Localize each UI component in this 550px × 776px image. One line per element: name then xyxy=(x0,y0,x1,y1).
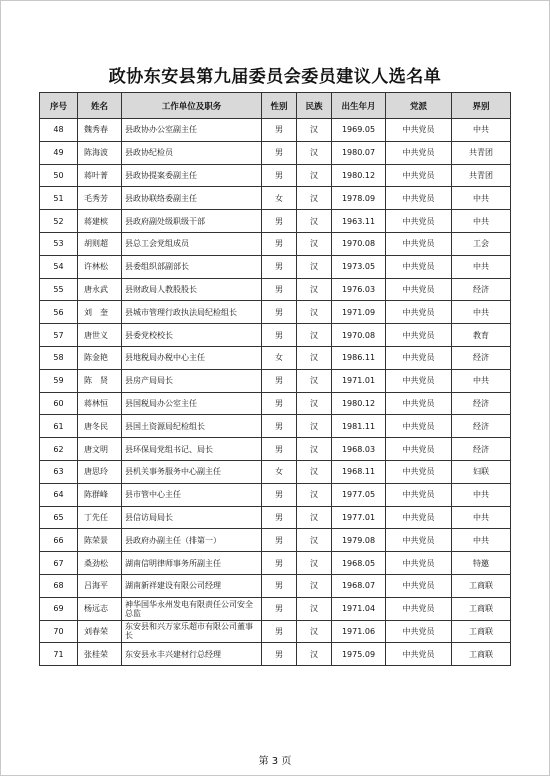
cell-birth: 1980.12 xyxy=(332,392,386,415)
cell-party: 中共党员 xyxy=(386,346,452,369)
cell-ethnicity: 汉 xyxy=(297,438,332,461)
cell-party: 中共党员 xyxy=(386,415,452,438)
cell-name: 吕海平 xyxy=(78,574,122,597)
table-row xyxy=(40,210,511,233)
cell-birth: 1970.08 xyxy=(332,232,386,255)
cell-name: 桑劲松 xyxy=(78,552,122,575)
cell-birth: 1981.11 xyxy=(332,415,386,438)
cell-gender: 男 xyxy=(262,529,297,552)
cell-party: 中共党员 xyxy=(386,301,452,324)
cell-work-unit: 县国土资源局纪检组长 xyxy=(122,415,262,438)
cell-work-unit: 县政府办副主任（排第一） xyxy=(122,529,262,552)
cell-sector: 工商联 xyxy=(452,620,511,643)
cell-name: 唐冬民 xyxy=(78,415,122,438)
cell-birth: 1975.09 xyxy=(332,643,386,666)
cell-sector: 经济 xyxy=(452,415,511,438)
cell-number: 52 xyxy=(40,210,78,233)
table-row xyxy=(40,438,511,461)
cell-number: 56 xyxy=(40,301,78,324)
cell-ethnicity: 汉 xyxy=(297,301,332,324)
cell-number: 55 xyxy=(40,278,78,301)
cell-ethnicity: 汉 xyxy=(297,620,332,643)
cell-name: 杨远志 xyxy=(78,597,122,620)
table-row xyxy=(40,301,511,324)
cell-ethnicity: 汉 xyxy=(297,141,332,164)
cell-gender: 男 xyxy=(262,597,297,620)
cell-gender: 男 xyxy=(262,141,297,164)
cell-work-unit: 县市管中心主任 xyxy=(122,483,262,506)
cell-party: 中共党员 xyxy=(386,232,452,255)
table-row xyxy=(40,574,511,597)
cell-gender: 男 xyxy=(262,255,297,278)
cell-name: 唐文明 xyxy=(78,438,122,461)
table-header-row xyxy=(40,93,511,119)
cell-gender: 男 xyxy=(262,483,297,506)
cell-number: 51 xyxy=(40,187,78,210)
cell-work-unit: 县房产局局长 xyxy=(122,369,262,392)
cell-birth: 1978.09 xyxy=(332,187,386,210)
table-row xyxy=(40,278,511,301)
cell-name: 刘 奎 xyxy=(78,301,122,324)
cell-birth: 1970.08 xyxy=(332,324,386,347)
table-row xyxy=(40,119,511,142)
cell-number: 71 xyxy=(40,643,78,666)
col-header-party: 党派 xyxy=(386,93,452,119)
cell-gender: 男 xyxy=(262,324,297,347)
cell-gender: 男 xyxy=(262,643,297,666)
cell-ethnicity: 汉 xyxy=(297,483,332,506)
cell-ethnicity: 汉 xyxy=(297,597,332,620)
cell-number: 49 xyxy=(40,141,78,164)
cell-sector: 教育 xyxy=(452,324,511,347)
cell-name: 陈群峰 xyxy=(78,483,122,506)
cell-party: 中共党员 xyxy=(386,597,452,620)
table-row xyxy=(40,506,511,529)
cell-name: 丁先任 xyxy=(78,506,122,529)
cell-sector: 共青团 xyxy=(452,164,511,187)
cell-sector: 共青团 xyxy=(452,141,511,164)
cell-gender: 男 xyxy=(262,119,297,142)
table-row xyxy=(40,552,511,575)
cell-work-unit: 东安县和兴万家乐超市有限公司董事长 xyxy=(122,620,262,643)
cell-name: 唐永武 xyxy=(78,278,122,301)
cell-party: 中共党员 xyxy=(386,141,452,164)
cell-party: 中共党员 xyxy=(386,620,452,643)
cell-number: 58 xyxy=(40,346,78,369)
cell-work-unit: 神华国华永州发电有限责任公司安全总监 xyxy=(122,597,262,620)
table-row xyxy=(40,392,511,415)
cell-ethnicity: 汉 xyxy=(297,324,332,347)
cell-party: 中共党员 xyxy=(386,210,452,233)
table-row xyxy=(40,369,511,392)
cell-work-unit: 湖南新祥建设有限公司经理 xyxy=(122,574,262,597)
table-row xyxy=(40,324,511,347)
cell-gender: 男 xyxy=(262,232,297,255)
cell-party: 中共党员 xyxy=(386,552,452,575)
cell-birth: 1968.07 xyxy=(332,574,386,597)
cell-number: 64 xyxy=(40,483,78,506)
cell-gender: 男 xyxy=(262,369,297,392)
col-header-sector: 界别 xyxy=(452,93,511,119)
cell-birth: 1980.12 xyxy=(332,164,386,187)
cell-number: 63 xyxy=(40,460,78,483)
cell-birth: 1986.11 xyxy=(332,346,386,369)
cell-birth: 1968.11 xyxy=(332,460,386,483)
cell-party: 中共党员 xyxy=(386,187,452,210)
cell-number: 70 xyxy=(40,620,78,643)
cell-gender: 男 xyxy=(262,392,297,415)
cell-ethnicity: 汉 xyxy=(297,346,332,369)
cell-name: 陈荣景 xyxy=(78,529,122,552)
cell-work-unit: 县政协联络委副主任 xyxy=(122,187,262,210)
cell-party: 中共党员 xyxy=(386,255,452,278)
cell-name: 蒋建槟 xyxy=(78,210,122,233)
table-row xyxy=(40,164,511,187)
cell-name: 魏秀春 xyxy=(78,119,122,142)
cell-work-unit: 县政协提案委副主任 xyxy=(122,164,262,187)
cell-name: 唐思玲 xyxy=(78,460,122,483)
table-row xyxy=(40,643,511,666)
cell-number: 62 xyxy=(40,438,78,461)
cell-gender: 男 xyxy=(262,552,297,575)
cell-sector: 工会 xyxy=(452,232,511,255)
cell-number: 68 xyxy=(40,574,78,597)
cell-number: 53 xyxy=(40,232,78,255)
cell-name: 蒋叶菁 xyxy=(78,164,122,187)
cell-ethnicity: 汉 xyxy=(297,369,332,392)
cell-birth: 1979.08 xyxy=(332,529,386,552)
cell-name: 蒋林恒 xyxy=(78,392,122,415)
cell-sector: 中共 xyxy=(452,119,511,142)
cell-ethnicity: 汉 xyxy=(297,278,332,301)
cell-party: 中共党员 xyxy=(386,574,452,597)
table-row xyxy=(40,460,511,483)
cell-birth: 1971.06 xyxy=(332,620,386,643)
cell-gender: 男 xyxy=(262,438,297,461)
cell-work-unit: 县财政局人教股股长 xyxy=(122,278,262,301)
cell-gender: 男 xyxy=(262,415,297,438)
table-row xyxy=(40,141,511,164)
cell-birth: 1963.11 xyxy=(332,210,386,233)
cell-ethnicity: 汉 xyxy=(297,164,332,187)
cell-name: 毛秀芳 xyxy=(78,187,122,210)
cell-name: 陈 贤 xyxy=(78,369,122,392)
cell-work-unit: 县政协办公室副主任 xyxy=(122,119,262,142)
cell-number: 67 xyxy=(40,552,78,575)
cell-work-unit: 县地税局办税中心主任 xyxy=(122,346,262,369)
cell-gender: 男 xyxy=(262,620,297,643)
cell-sector: 中共 xyxy=(452,369,511,392)
cell-work-unit: 县机关事务服务中心副主任 xyxy=(122,460,262,483)
cell-ethnicity: 汉 xyxy=(297,460,332,483)
cell-party: 中共党员 xyxy=(386,369,452,392)
cell-name: 胡则超 xyxy=(78,232,122,255)
cell-gender: 男 xyxy=(262,278,297,301)
cell-sector: 工商联 xyxy=(452,597,511,620)
cell-number: 59 xyxy=(40,369,78,392)
cell-number: 65 xyxy=(40,506,78,529)
cell-ethnicity: 汉 xyxy=(297,210,332,233)
cell-party: 中共党员 xyxy=(386,460,452,483)
cell-name: 陈海波 xyxy=(78,141,122,164)
cell-ethnicity: 汉 xyxy=(297,643,332,666)
cell-sector: 中共 xyxy=(452,483,511,506)
cell-number: 54 xyxy=(40,255,78,278)
cell-birth: 1971.09 xyxy=(332,301,386,324)
cell-name: 许林松 xyxy=(78,255,122,278)
cell-gender: 女 xyxy=(262,346,297,369)
cell-ethnicity: 汉 xyxy=(297,506,332,529)
cell-sector: 工商联 xyxy=(452,643,511,666)
cell-work-unit: 县国税局办公室主任 xyxy=(122,392,262,415)
cell-birth: 1976.03 xyxy=(332,278,386,301)
cell-birth: 1980.07 xyxy=(332,141,386,164)
cell-work-unit: 县政府副处级职级干部 xyxy=(122,210,262,233)
cell-birth: 1969.05 xyxy=(332,119,386,142)
cell-sector: 中共 xyxy=(452,301,511,324)
cell-birth: 1977.01 xyxy=(332,506,386,529)
cell-birth: 1968.05 xyxy=(332,552,386,575)
table-row xyxy=(40,415,511,438)
cell-number: 66 xyxy=(40,529,78,552)
cell-birth: 1977.05 xyxy=(332,483,386,506)
cell-gender: 男 xyxy=(262,301,297,324)
cell-name: 唐世义 xyxy=(78,324,122,347)
cell-party: 中共党员 xyxy=(386,483,452,506)
cell-work-unit: 县委党校校长 xyxy=(122,324,262,347)
table-row xyxy=(40,187,511,210)
cell-sector: 妇联 xyxy=(452,460,511,483)
cell-work-unit: 县城市管理行政执法局纪检组长 xyxy=(122,301,262,324)
cell-ethnicity: 汉 xyxy=(297,187,332,210)
cell-party: 中共党员 xyxy=(386,278,452,301)
col-header-gender: 性别 xyxy=(262,93,297,119)
cell-ethnicity: 汉 xyxy=(297,255,332,278)
cell-work-unit: 县政协纪检员 xyxy=(122,141,262,164)
cell-sector: 经济 xyxy=(452,438,511,461)
nominee-table xyxy=(39,92,511,666)
cell-sector: 中共 xyxy=(452,506,511,529)
cell-party: 中共党员 xyxy=(386,324,452,347)
cell-birth: 1973.05 xyxy=(332,255,386,278)
cell-work-unit: 东安县永丰兴建材行总经理 xyxy=(122,643,262,666)
cell-sector: 经济 xyxy=(452,346,511,369)
cell-party: 中共党员 xyxy=(386,643,452,666)
cell-work-unit: 县委组织部副部长 xyxy=(122,255,262,278)
cell-number: 60 xyxy=(40,392,78,415)
col-header-work-unit: 工作单位及职务 xyxy=(122,93,262,119)
cell-name: 刘春荣 xyxy=(78,620,122,643)
cell-gender: 男 xyxy=(262,210,297,233)
cell-ethnicity: 汉 xyxy=(297,119,332,142)
cell-gender: 女 xyxy=(262,187,297,210)
cell-ethnicity: 汉 xyxy=(297,415,332,438)
table-row xyxy=(40,620,511,643)
col-header-birth: 出生年月 xyxy=(332,93,386,119)
table-row xyxy=(40,597,511,620)
cell-work-unit: 湖南信明律师事务所副主任 xyxy=(122,552,262,575)
cell-number: 48 xyxy=(40,119,78,142)
table-row xyxy=(40,232,511,255)
table-row xyxy=(40,483,511,506)
cell-birth: 1971.01 xyxy=(332,369,386,392)
cell-gender: 女 xyxy=(262,460,297,483)
document-title: 政协东安县第九届委员会委员建议人选名单 xyxy=(108,67,442,87)
cell-work-unit: 县总工会党组成员 xyxy=(122,232,262,255)
cell-ethnicity: 汉 xyxy=(297,392,332,415)
col-header-number: 序号 xyxy=(40,93,78,119)
cell-ethnicity: 汉 xyxy=(297,529,332,552)
cell-name: 陈金艳 xyxy=(78,346,122,369)
cell-work-unit: 县环保局党组书记、局长 xyxy=(122,438,262,461)
table-row xyxy=(40,255,511,278)
cell-party: 中共党员 xyxy=(386,119,452,142)
cell-party: 中共党员 xyxy=(386,438,452,461)
col-header-ethnicity: 民族 xyxy=(297,93,332,119)
cell-sector: 经济 xyxy=(452,278,511,301)
cell-work-unit: 县信访局局长 xyxy=(122,506,262,529)
table-row xyxy=(40,529,511,552)
cell-ethnicity: 汉 xyxy=(297,574,332,597)
cell-sector: 中共 xyxy=(452,255,511,278)
cell-sector: 工商联 xyxy=(452,574,511,597)
col-header-name: 姓名 xyxy=(78,93,122,119)
page-number: 第 3 页 xyxy=(258,756,292,767)
cell-party: 中共党员 xyxy=(386,164,452,187)
cell-ethnicity: 汉 xyxy=(297,232,332,255)
cell-sector: 特邀 xyxy=(452,552,511,575)
table-row xyxy=(40,346,511,369)
cell-birth: 1971.04 xyxy=(332,597,386,620)
cell-name: 张桂荣 xyxy=(78,643,122,666)
cell-gender: 男 xyxy=(262,164,297,187)
cell-sector: 中共 xyxy=(452,210,511,233)
cell-sector: 中共 xyxy=(452,529,511,552)
cell-party: 中共党员 xyxy=(386,392,452,415)
cell-sector: 中共 xyxy=(452,187,511,210)
cell-number: 50 xyxy=(40,164,78,187)
cell-ethnicity: 汉 xyxy=(297,552,332,575)
cell-gender: 男 xyxy=(262,506,297,529)
cell-sector: 经济 xyxy=(452,392,511,415)
cell-gender: 男 xyxy=(262,574,297,597)
cell-birth: 1968.03 xyxy=(332,438,386,461)
cell-party: 中共党员 xyxy=(386,529,452,552)
cell-number: 57 xyxy=(40,324,78,347)
cell-number: 69 xyxy=(40,597,78,620)
cell-number: 61 xyxy=(40,415,78,438)
cell-party: 中共党员 xyxy=(386,506,452,529)
